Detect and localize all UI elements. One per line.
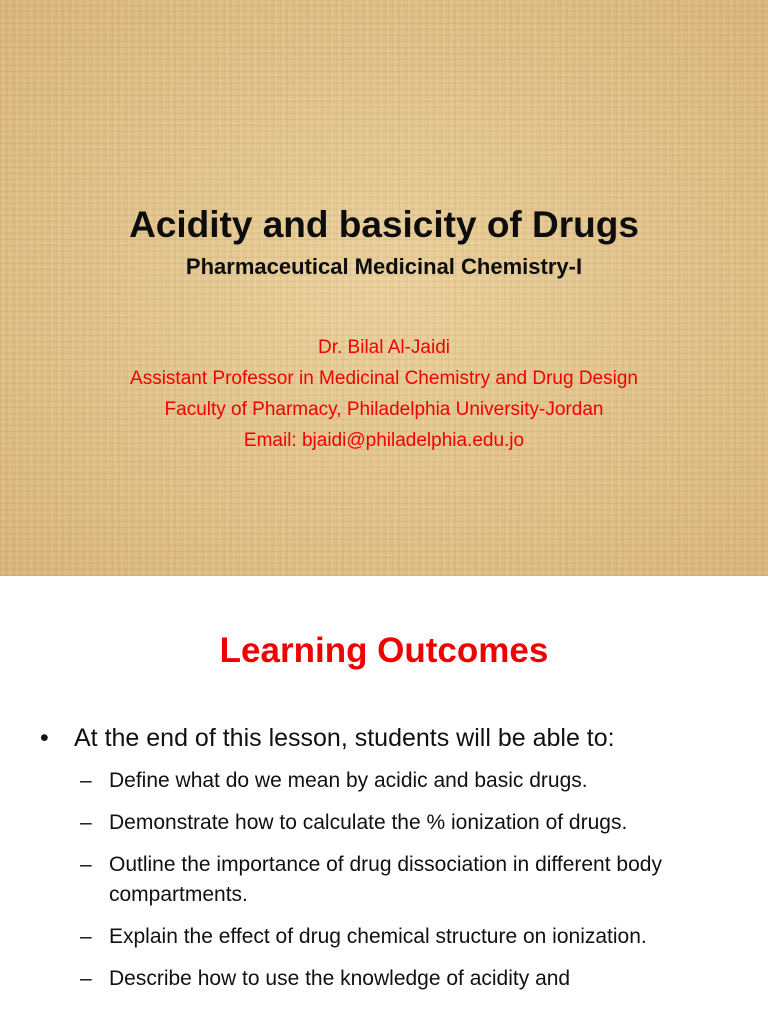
outcome-text: Demonstrate how to calculate the % ionization of drugs. <box>109 811 628 834</box>
outcome-text: Outline the importance of drug dissociation in different body compartments. <box>109 853 662 906</box>
author-name: Dr. Bilal Al-Jaidi <box>318 337 450 358</box>
dash-icon: – <box>80 811 92 834</box>
outcome-text: Describe how to use the knowledge of acidity and <box>109 967 571 990</box>
outcomes-slide <box>0 576 768 1024</box>
outcome-text: Define what do we mean by acidic and basic drugs. <box>109 769 588 792</box>
outcomes-heading: Learning Outcomes <box>219 631 549 670</box>
intro-text: At the end of this lesson, students will be able to: <box>74 724 615 752</box>
outcome-item <box>80 850 700 910</box>
dash-icon: – <box>80 769 92 792</box>
title-block <box>0 200 768 282</box>
author-block <box>0 332 768 456</box>
dash-icon: – <box>80 967 92 990</box>
bullet-icon: • <box>40 724 49 752</box>
slide-title: Acidity and basicity of Drugs <box>129 204 639 245</box>
outcome-item <box>80 766 700 796</box>
dash-icon: – <box>80 853 92 876</box>
outcome-item <box>80 808 700 838</box>
outcome-text: Explain the effect of drug chemical structure on ionization. <box>109 925 647 948</box>
author-affiliation: Faculty of Pharmacy, Philadelphia University-Jordan <box>164 399 604 420</box>
outcome-item <box>80 922 700 952</box>
author-position: Assistant Professor in Medicinal Chemistry and Drug Design <box>130 368 638 389</box>
slide-subtitle: Pharmaceutical Medicinal Chemistry-I <box>185 254 583 279</box>
intro-bullet <box>40 721 740 755</box>
outcome-list <box>80 766 700 1006</box>
dash-icon: – <box>80 925 92 948</box>
outcome-item <box>80 964 700 994</box>
author-email: Email: bjaidi@philadelphia.edu.jo <box>243 430 525 451</box>
